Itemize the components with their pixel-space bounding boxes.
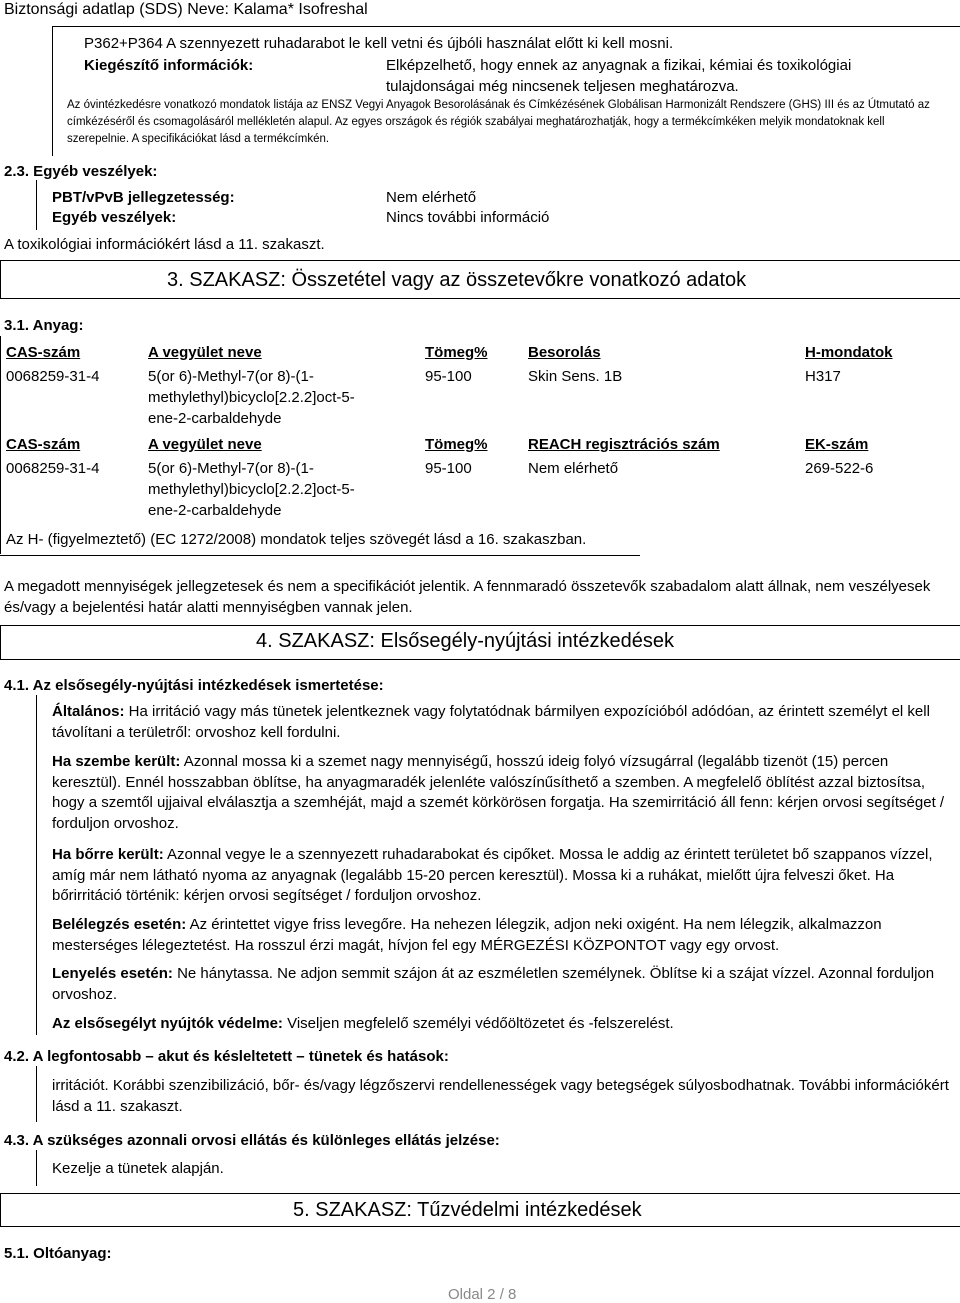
table2-header-reach: REACH regisztrációs szám [528,436,720,453]
table2-cell-name-line1: 5(or 6)-Methyl-7(or 8)-(1- [148,460,314,477]
left-margin-rule [52,26,53,156]
ghs-precaution-note: Az óvintézkedésre vonatkozó mondatok listája az ENSZ Vegyi Anyagok Besorolásának és Címkézésének Globálisan Harmonizált Rendszere (GHS) III és az Útmutató az címkézéséről és csomagolásáról mellékletén alapul. Az egyes országok és régiók szabályai meghatározhatják, hogy a termékcímkéken melyik mondatoknak kell szerepelnie. A specifikációkat lásd a termékcímkén. [67,99,930,145]
table2-header-cas: CAS-szám [6,436,81,453]
protection-label: Az elsősegélyt nyújtók védelme: [52,1015,283,1032]
treatment-text: Kezelje a tünetek alapján. [52,1160,224,1177]
table2-header-name: A vegyület neve [148,436,262,453]
other-hazards-value: Nincs további információ [386,209,550,226]
first-aid-protection [52,1014,952,1035]
skin-label: Ha bőrre került: [52,846,164,863]
first-aid-skin [52,845,952,907]
section-4-left-rule [0,625,1,659]
table2-cell-cas: 0068259-31-4 [6,460,100,477]
ingestion-label: Lenyelés esetén: [52,965,173,982]
section-4-title: 4. SZAKASZ: Elsősegély-nyújtási intézkedések [256,630,674,652]
eye-text: Azonnal mossa ki a szemet nagy mennyiségű, hosszú ideig folyó vízsugárral (legalább tizenöt (15) percen keresztül). Ennél hosszabban öblítse, ha anyagmaradék jelenléte valószínűsíthető a szemben. A megfelelő öblítést azzal biztosítsa, hogy a szemtől ujjaival elválasztja a szemhéját, majd a szemét körkörösen forgatja. Ha szemirritáció áll fenn: kérjen orvosi segítséget / forduljon orvoshoz. [52,753,945,832]
first-aid-ingestion [52,964,952,1005]
table2-cell-name-line2: methylethyl)bicyclo[2.2.2]oct-5- [148,481,355,498]
section-5-bottom-rule [0,1226,960,1227]
table2-header-ec: EK-szám [805,436,869,453]
section-3-top-rule [0,260,960,261]
supplementary-info-text-2: tulajdonságai még nincsenek teljesen meghatározva. [386,78,739,95]
substance-heading: 3.1. Anyag: [4,317,84,334]
toxicology-reference: A toxikológiai információkért lásd a 11. szakaszt. [4,236,325,253]
first-aid-eye [52,752,952,834]
table1-header-cas: CAS-szám [6,344,81,361]
inhalation-label: Belélegzés esetén: [52,916,187,933]
table2-cell-mass: 95-100 [425,460,472,477]
supplementary-info-label: Kiegészítő információk: [84,57,254,74]
page-number: Oldal 2 / 8 [448,1286,517,1303]
section-3-bottom-rule [0,298,960,299]
table1-header-name: A vegyület neve [148,344,262,361]
first-aid-inhalation [52,915,952,956]
other-hazards-label: Egyéb veszélyek: [52,209,177,226]
section-4-2-rule [36,1066,37,1122]
ingestion-text: Ne hánytassa. Ne adjon semmit szájon át az eszméletlen személynek. Öblítse ki a szájat vízzel. Azonnal forduljon orvoshoz. [52,965,935,1003]
table2-cell-ec: 269-522-6 [805,460,874,477]
header-rule [52,26,960,27]
table1-header-mass: Tömeg% [425,344,488,361]
p-statement: P362+P364 A szennyezett ruhadarabot le kell vetni és újbóli használat előtt ki kell mosni. [84,35,674,52]
section-4-top-rule [0,625,960,626]
table1-cell-cas: 0068259-31-4 [6,368,100,385]
section-5-left-rule [0,1193,1,1226]
table1-cell-name-line3: ene-2-carbaldehyde [148,410,282,427]
h-statements-note: Az H- (figyelmeztető) (EC 1272/2008) mondatok teljes szövegét lásd a 16. szakaszban. [6,531,587,548]
extinguishing-heading-5-1: 5.1. Oltóanyag: [4,1245,112,1262]
table2-header-mass: Tömeg% [425,436,488,453]
section-3-left-rule [0,260,1,298]
other-hazards-heading: 2.3. Egyéb veszélyek: [4,163,158,180]
section-4-3-rule [36,1150,37,1186]
quantity-note: A megadott mennyiségek jellegzetesek és nem a specifikációt jelentik. A fennmaradó összetevők szabadalom alatt állnak, nem veszélyesek és/vagy a bejelentési határ alatti mennyiségben vannak jelen. [4,578,931,616]
symptoms-text: irritációt. Korábbi szenzibilizáció, bőr- és/vagy légzőszervi rendellenességek vagy betegségek súlyosbodhatnak. További információkért lásd a 11. szakaszt. [52,1077,949,1115]
table2-cell-reach: Nem elérhető [528,460,619,477]
inhalation-text: Az érintettet vigye friss levegőre. Ha nehezen lélegzik, adjon neki oxigént. Ha nem lélegzik, alkalmazzon mesterséges lélegeztetést. Ha rosszul érzi magát, hívjon fel egy MÉRGEZÉSI KÖZPONTOT vagy egy orvost. [52,916,882,954]
first-aid-general [52,702,952,743]
general-label: Általános: [52,703,125,720]
pbt-label: PBT/vPvB jellegzetesség: [52,189,235,206]
table1-header-h-statements: H-mondatok [805,344,893,361]
protection-text: Viseljen megfelelő személyi védőöltözetet és -felszerelést. [282,1015,674,1032]
supplementary-info-text-1: Elképzelhető, hogy ennek az anyagnak a fizikai, kémiai és toxikológiai [386,57,852,74]
other-hazards-rule [36,180,37,230]
table1-cell-name-line1: 5(or 6)-Methyl-7(or 8)-(1- [148,368,314,385]
table-bottom-rule [0,555,640,556]
table1-cell-name-line2: methylethyl)bicyclo[2.2.2]oct-5- [148,389,355,406]
section-4-1-rule [36,695,37,1035]
table1-cell-mass: 95-100 [425,368,472,385]
symptoms-heading-4-2: 4.2. A legfontosabb – akut és késleltetett – tünetek és hatások: [4,1048,449,1065]
table1-cell-classification: Skin Sens. 1B [528,368,623,385]
section-4-bottom-rule [0,659,960,660]
table2-cell-name-line3: ene-2-carbaldehyde [148,502,282,519]
section-3-title: 3. SZAKASZ: Összetétel vagy az összetevőkre vonatkozó adatok [167,269,747,291]
general-text: Ha irritáció vagy más tünetek jelentkeznek vagy folytatódnak bármilyen expozícióból adódóan, az érintett személyt el kell távolítani a területről: orvoshoz kell fordulni. [52,703,930,741]
first-aid-heading-4-1: 4.1. Az elsősegély-nyújtási intézkedések ismertetése: [4,677,384,694]
document-header-title: Biztonsági adatlap (SDS) Neve: Kalama* Isofreshal [4,1,368,18]
table-left-rule [0,336,1,554]
treatment-heading-4-3: 4.3. A szükséges azonnali orvosi ellátás és különleges ellátás jelzése: [4,1132,500,1149]
eye-label: Ha szembe került: [52,753,181,770]
skin-text: Azonnal vegye le a szennyezett ruhadarabokat és cipőket. Mossa le addig az érintett területet bő szappanos vízzel, amíg már nem látható nyoma az anyagnak (legalább 15-20 percen keresztül). Mossa ki a ruhákat, mielőtt újra felveszi őket. Ha bőrirritáció történik: kérjen orvosi segítséget / forduljon orvoshoz. [52,846,933,904]
table1-header-classification: Besorolás [528,344,601,361]
table1-cell-h-statement: H317 [805,368,841,385]
section-5-title: 5. SZAKASZ: Tűzvédelmi intézkedések [293,1199,642,1221]
section-5-top-rule [0,1193,960,1194]
pbt-value: Nem elérhető [386,189,477,206]
